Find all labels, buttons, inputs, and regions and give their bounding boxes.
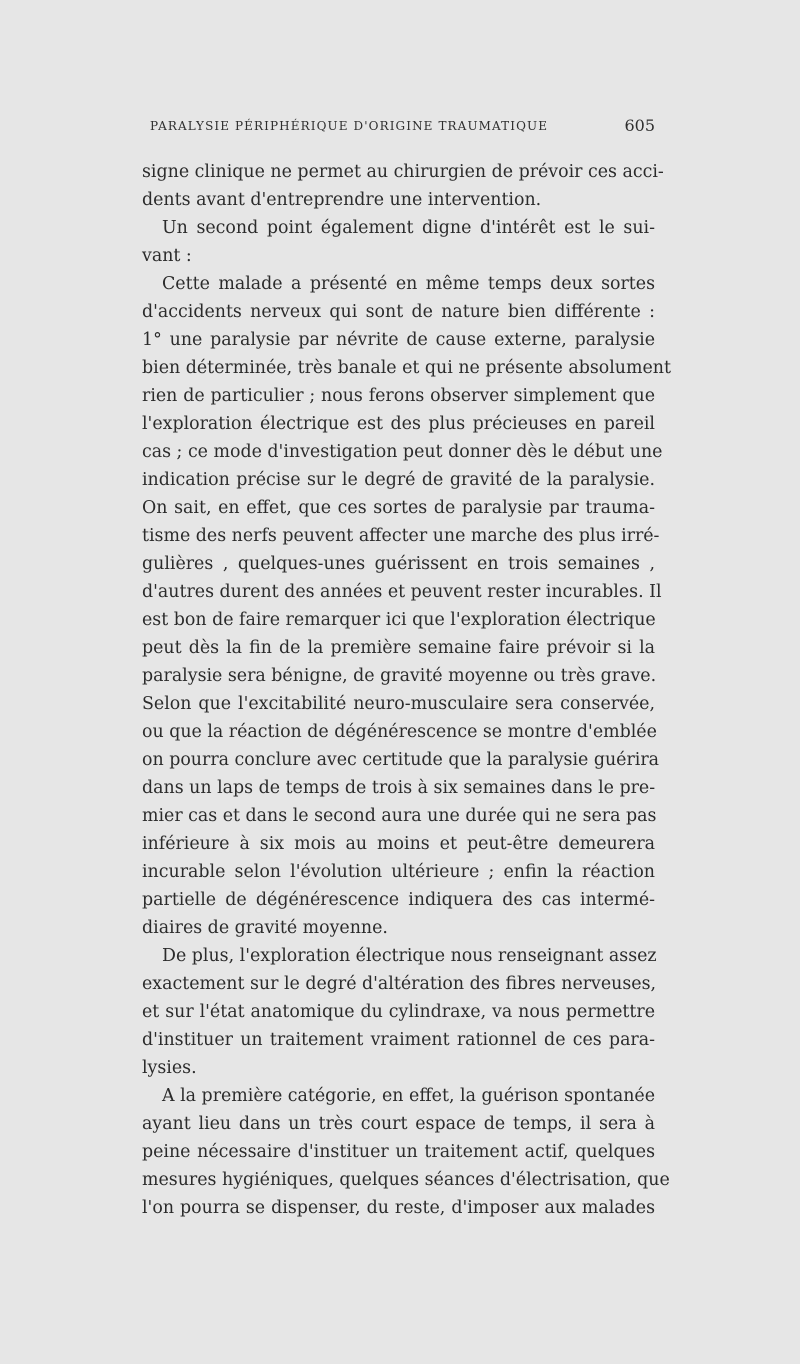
text-line: partielle de dégénérescence indiquera des cas intermé-	[142, 890, 655, 910]
text-line: rien de particulier ; nous ferons observer simplement que	[142, 386, 655, 406]
text-line: diaires de gravité moyenne.	[142, 918, 388, 938]
text-line: ou que la réaction de dégénérescence se montre d'emblée	[142, 722, 657, 742]
text-line: mesures hygiéniques, quelques séances d'électrisation, que	[142, 1170, 670, 1190]
text-line: indication précise sur le degré de gravité de la paralysie.	[142, 470, 655, 490]
text-line: Selon que l'excitabilité neuro-musculaire sera conservée,	[142, 694, 655, 714]
text-line: paralysie sera bénigne, de gravité moyenne ou très grave.	[142, 666, 657, 686]
text-line: ayant lieu dans un très court espace de temps, il sera à	[142, 1114, 655, 1134]
text-line: peut dès la fin de la première semaine faire prévoir si la	[142, 638, 655, 658]
body-text	[142, 158, 671, 1222]
text-line: exactement sur le degré d'altération des fibres nerveuses,	[142, 974, 657, 994]
text-line: d'autres durent des années et peuvent rester incurables. Il	[142, 582, 662, 602]
text-line: mier cas et dans le second aura une durée qui ne sera pas	[142, 806, 657, 826]
text-line: inférieure à six mois au moins et peut-être demeurera	[142, 834, 655, 854]
text-line: dents avant d'entreprendre une intervention.	[142, 190, 542, 210]
text-line: signe clinique ne permet au chirurgien de prévoir ces acci-	[142, 162, 664, 182]
text-line: et sur l'état anatomique du cylindraxe, va nous permettre	[142, 1002, 655, 1022]
text-line: d'instituer un traitement vraiment rationnel de ces para-	[142, 1030, 655, 1050]
text-line: incurable selon l'évolution ultérieure ; enfin la réaction	[142, 862, 655, 882]
text-line: tisme des nerfs peuvent affecter une marche des plus irré-	[142, 526, 660, 546]
running-header	[150, 116, 655, 139]
text-line: d'accidents nerveux qui sont de nature bien différente :	[142, 302, 655, 322]
text-line: on pourra conclure avec certitude que la paralysie guérira	[142, 750, 660, 770]
text-line: A la première catégorie, en effet, la guérison spontanée	[162, 1086, 655, 1106]
text-line: Cette malade a présenté en même temps deux sortes	[162, 274, 655, 294]
running-title: PARALYSIE PÉRIPHÉRIQUE D'ORIGINE TRAUMATIQUE	[150, 119, 549, 133]
text-line: l'exploration électrique est des plus précieuses en pareil	[142, 414, 655, 434]
text-line: l'on pourra se dispenser, du reste, d'imposer aux malades	[142, 1198, 655, 1218]
text-line: lysies.	[142, 1058, 197, 1078]
text-line: peine nécessaire d'instituer un traitement actif, quelques	[142, 1142, 655, 1162]
text-line: 1° une paralysie par névrite de cause externe, paralysie	[142, 330, 655, 350]
page-number: 605	[624, 116, 655, 135]
text-line: vant :	[142, 246, 192, 266]
text-line: bien déterminée, très banale et qui ne présente absolument	[142, 358, 671, 378]
text-line: dans un laps de temps de trois à six semaines dans le pre-	[142, 778, 656, 798]
text-line: De plus, l'exploration électrique nous renseignant assez	[162, 946, 657, 966]
text-line: cas ; ce mode d'investigation peut donner dès le début une	[142, 442, 663, 462]
text-line: Un second point également digne d'intérêt est le sui-	[162, 218, 655, 238]
text-line: On sait, en effet, que ces sortes de paralysie par trauma-	[142, 498, 655, 518]
text-line: est bon de faire remarquer ici que l'exploration électrique	[142, 610, 656, 630]
text-line: gulières , quelques-unes guérissent en trois semaines ,	[142, 554, 655, 574]
